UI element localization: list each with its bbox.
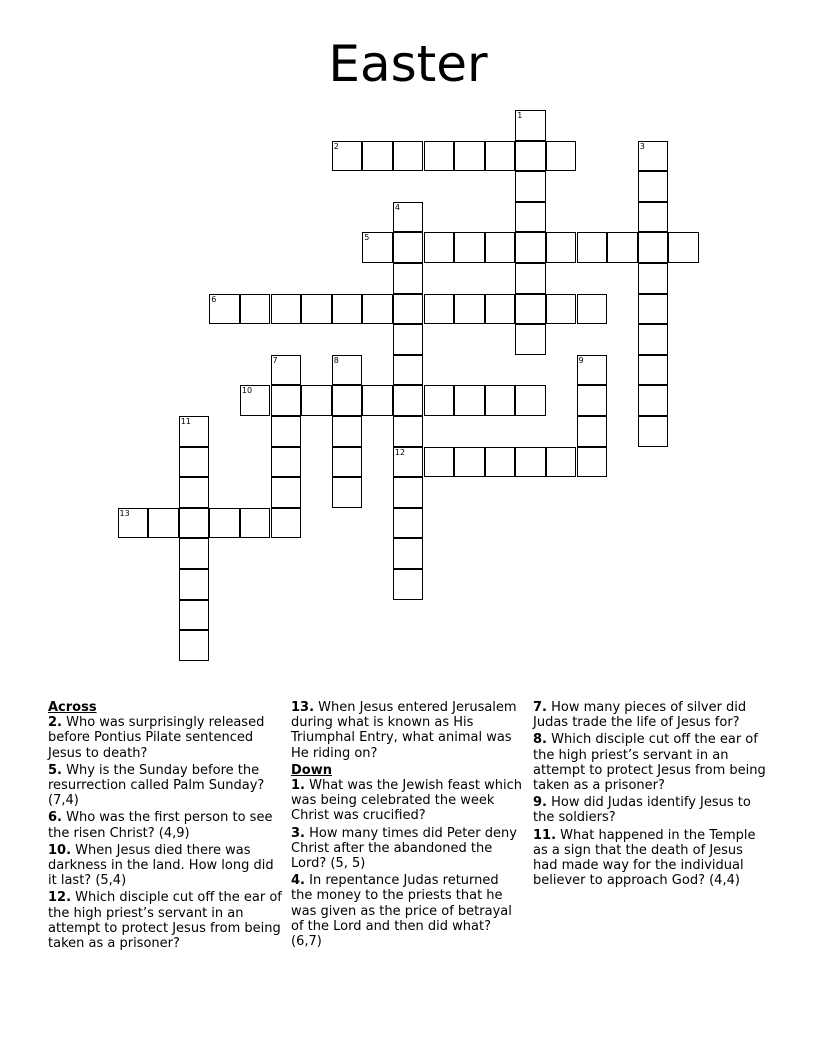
grid-cell[interactable] — [393, 202, 424, 233]
grid-cell[interactable] — [485, 447, 516, 478]
grid-cell[interactable] — [362, 141, 393, 172]
clue-number-label: 6 — [211, 294, 217, 304]
grid-cell[interactable] — [638, 202, 669, 233]
grid-cell[interactable] — [577, 447, 608, 478]
grid-cell[interactable] — [515, 385, 546, 416]
clue-number: 8. — [533, 732, 547, 748]
clue-heading-across: Across — [48, 700, 97, 715]
clue-text: When Jesus died there was darkness in the land. How long did it last? (5,4) — [48, 842, 274, 889]
clue-text: In repentance Judas returned the money to the priests that he was given as the price of betrayal of the Lord and then did what? (6,7) — [291, 873, 512, 950]
grid-cell[interactable] — [393, 385, 424, 416]
clue-number-label: 5 — [364, 233, 370, 243]
clue-number-label: 12 — [394, 447, 406, 457]
clues-column-1 — [48, 700, 283, 953]
clue-number-label: 4 — [394, 202, 400, 212]
grid-cell[interactable] — [332, 416, 363, 447]
grid-cell[interactable] — [393, 355, 424, 386]
clue-number: 3. — [291, 825, 305, 841]
grid-cell[interactable] — [638, 141, 669, 172]
grid-cell[interactable] — [485, 294, 516, 325]
grid-cell[interactable] — [332, 355, 363, 386]
clue-text: How many times did Peter deny Christ after the abandoned the Lord? (5, 5) — [291, 825, 517, 872]
grid-cell[interactable] — [638, 171, 669, 202]
grid-cell[interactable] — [240, 508, 271, 539]
clue-text: What was the Jewish feast which was being celebrated the week Christ was crucified? — [291, 778, 523, 824]
grid-cell[interactable] — [577, 294, 608, 325]
grid-cell[interactable] — [515, 202, 546, 233]
grid-cell[interactable] — [454, 141, 485, 172]
clue-item — [533, 795, 768, 825]
clue-item — [48, 890, 283, 951]
clue-number-label: 1 — [517, 111, 523, 120]
clue-number: 10. — [48, 842, 72, 858]
grid-cell[interactable] — [240, 385, 271, 416]
clue-text: Which disciple cut off the ear of the high priest’s servant in an attempt to protect Jesus from being taken as a prisoner? — [533, 732, 766, 794]
grid-cell[interactable] — [271, 355, 302, 386]
clue-item — [533, 732, 768, 793]
clue-number: 2. — [48, 715, 62, 731]
grid-cell[interactable] — [424, 232, 455, 263]
clue-number-label: 13 — [119, 508, 130, 518]
clue-number-label: 8 — [333, 355, 339, 365]
grid-cell[interactable] — [393, 263, 424, 294]
grid-cell[interactable] — [424, 141, 455, 172]
grid-cell[interactable] — [393, 477, 424, 508]
grid-cell[interactable] — [454, 447, 485, 478]
grid-cell[interactable] — [118, 508, 149, 539]
grid-cell[interactable] — [638, 355, 669, 386]
clue-item — [291, 826, 523, 872]
grid-cell[interactable] — [179, 508, 210, 539]
clue-number: 11. — [533, 827, 557, 843]
clues-column-2 — [291, 700, 523, 951]
grid-cell[interactable] — [393, 141, 424, 172]
grid-cell[interactable] — [332, 447, 363, 478]
grid-cell[interactable] — [638, 294, 669, 325]
grid-cell[interactable] — [454, 232, 485, 263]
clue-number-label: 11 — [180, 417, 191, 426]
clue-number: 4. — [291, 873, 305, 889]
grid-cell[interactable] — [271, 447, 302, 478]
grid-cell[interactable] — [179, 447, 210, 478]
grid-cell[interactable] — [577, 416, 608, 447]
clue-number: 5. — [48, 762, 62, 778]
clue-number-label: 10 — [241, 386, 253, 396]
grid-cell[interactable] — [515, 263, 546, 294]
clue-item — [48, 843, 283, 889]
grid-cell[interactable] — [515, 294, 546, 325]
grid-cell[interactable] — [362, 385, 393, 416]
grid-cell[interactable] — [546, 447, 577, 478]
grid-cell[interactable] — [454, 294, 485, 325]
grid-cell[interactable] — [362, 232, 393, 263]
clue-number: 1. — [291, 778, 305, 794]
grid-cell[interactable] — [301, 385, 332, 416]
clue-number-label: 9 — [578, 355, 584, 365]
grid-cell[interactable] — [546, 294, 577, 325]
grid-cell[interactable] — [179, 630, 210, 661]
grid-cell[interactable] — [424, 447, 455, 478]
grid-cell[interactable] — [577, 385, 608, 416]
clue-text: How many pieces of silver did Judas trade the life of Jesus for? — [533, 700, 747, 731]
grid-cell[interactable] — [393, 324, 424, 355]
clue-text: Who was the first person to see the risen Christ? (4,9) — [48, 810, 273, 841]
grid-cell[interactable] — [485, 141, 516, 172]
grid-cell[interactable] — [393, 447, 424, 478]
grid-cell[interactable] — [332, 294, 363, 325]
grid-cell[interactable] — [179, 477, 210, 508]
grid-cell[interactable] — [393, 538, 424, 569]
grid-cell[interactable] — [638, 232, 669, 263]
grid-cell[interactable] — [577, 232, 608, 263]
clue-item — [533, 828, 768, 889]
grid-cell[interactable] — [301, 294, 332, 325]
clue-number-label: 7 — [272, 355, 278, 365]
grid-cell[interactable] — [179, 569, 210, 600]
clue-number: 6. — [48, 810, 62, 826]
grid-cell[interactable] — [546, 141, 577, 172]
clue-number: 13. — [291, 700, 315, 715]
grid-cell[interactable] — [546, 232, 577, 263]
grid-cell[interactable] — [515, 447, 546, 478]
clue-text: Why is the Sunday before the resurrection called Palm Sunday? (7,4) — [48, 762, 265, 809]
grid-cell[interactable] — [271, 294, 302, 325]
clue-text: Who was surprisingly released before Pontius Pilate sentenced Jesus to death? — [48, 715, 265, 761]
grid-cell[interactable] — [393, 569, 424, 600]
grid-cell[interactable] — [179, 600, 210, 631]
grid-cell[interactable] — [638, 263, 669, 294]
grid-cell[interactable] — [607, 232, 638, 263]
grid-cell[interactable] — [271, 385, 302, 416]
clue-item — [291, 778, 523, 824]
grid-cell[interactable] — [332, 141, 363, 172]
page-title: Easter — [328, 35, 488, 93]
clue-item — [533, 700, 768, 730]
clue-text: Which disciple cut off the ear of the high priest’s servant in an attempt to protect Jesus from being taken as a prisoner? — [48, 890, 282, 952]
grid-cell[interactable] — [393, 294, 424, 325]
grid-cell[interactable] — [393, 416, 424, 447]
grid-cell[interactable] — [638, 324, 669, 355]
clue-item — [48, 810, 283, 840]
grid-cell[interactable] — [240, 294, 271, 325]
clue-number-label: 2 — [333, 141, 339, 151]
grid-cell[interactable] — [179, 416, 210, 447]
clues-column-3 — [533, 700, 768, 890]
grid-cell[interactable] — [638, 416, 669, 447]
grid-cell[interactable] — [577, 355, 608, 386]
grid-cell[interactable] — [424, 294, 455, 325]
clue-item — [48, 715, 283, 761]
grid-cell[interactable] — [424, 385, 455, 416]
grid-cell[interactable] — [271, 508, 302, 539]
grid-cell[interactable] — [638, 385, 669, 416]
grid-cell[interactable] — [485, 385, 516, 416]
clue-text: How did Judas identify Jesus to the soldiers? — [533, 795, 751, 826]
grid-cell[interactable] — [209, 508, 240, 539]
grid-cell[interactable] — [393, 508, 424, 539]
clue-item — [48, 763, 283, 809]
clue-number-label: 3 — [639, 141, 645, 151]
grid-cell[interactable] — [332, 385, 363, 416]
grid-cell[interactable] — [271, 477, 302, 508]
grid-cell[interactable] — [271, 416, 302, 447]
grid-cell[interactable] — [454, 385, 485, 416]
grid-cell[interactable] — [515, 171, 546, 202]
grid-cell[interactable] — [485, 232, 516, 263]
grid-cell[interactable] — [515, 141, 546, 172]
clue-number: 12. — [48, 890, 72, 906]
grid-cell[interactable] — [393, 232, 424, 263]
clue-number: 7. — [533, 700, 547, 715]
grid-cell[interactable] — [515, 232, 546, 263]
grid-cell[interactable] — [668, 232, 699, 263]
grid-cell[interactable] — [332, 477, 363, 508]
clue-item — [291, 700, 523, 761]
clue-item — [291, 873, 523, 949]
grid-cell[interactable] — [179, 538, 210, 569]
grid-cell[interactable] — [362, 294, 393, 325]
clue-heading-down: Down — [291, 762, 332, 778]
grid-cell[interactable] — [209, 294, 240, 325]
clue-number: 9. — [533, 795, 547, 811]
clue-text: What happened in the Temple as a sign that the death of Jesus had made way for the individual believer to approach God? (4,4) — [533, 827, 756, 889]
grid-cell[interactable] — [515, 110, 546, 141]
grid-cell[interactable] — [148, 508, 179, 539]
clue-text: When Jesus entered Jerusalem during what is known as His Triumphal Entry, what animal was He riding on? — [291, 700, 517, 761]
grid-cell[interactable] — [515, 324, 546, 355]
